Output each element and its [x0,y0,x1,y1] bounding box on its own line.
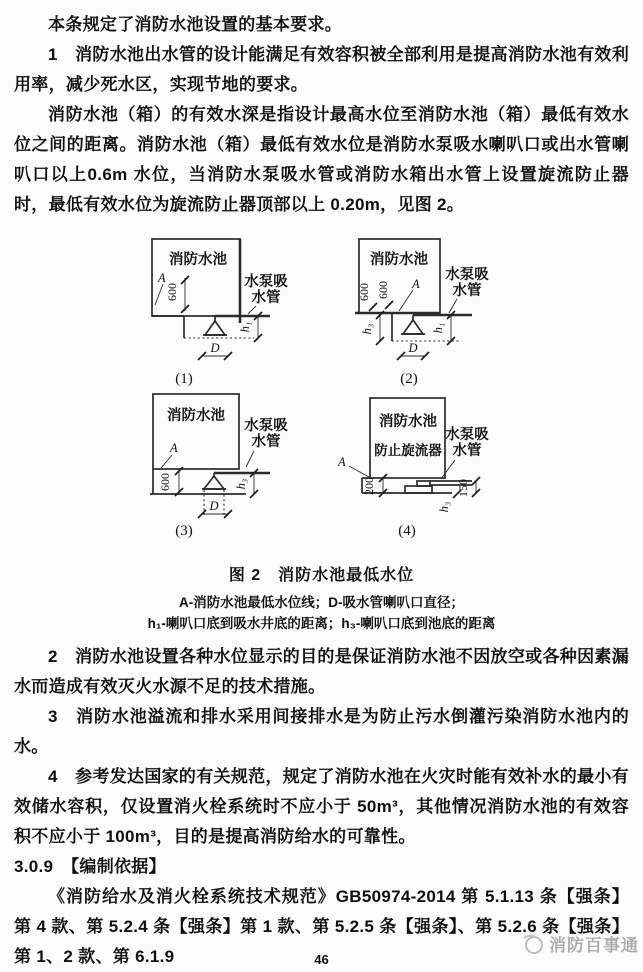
figure-2-drawing [142,234,537,552]
leader-line-pump [248,306,256,314]
dim-label-600: 600 [357,283,371,301]
pump-suction-label-line1: 水泵吸 [445,427,489,443]
figure-caption: 图 2 消防水池最低水位 [228,567,415,584]
page-number: 46 [314,952,329,967]
pump-suction-label-line1: 水泵吸 [445,267,489,283]
dim-label-D: D [408,341,418,355]
bell-mouth [204,476,224,489]
leader-line-A [155,284,163,305]
water-line-label-A: A [338,455,346,469]
water-line-label-A: A [412,277,420,291]
anti-vortex-plate-step [417,481,430,486]
dim-h3 [360,311,384,345]
tank-label: 消防水池 [169,252,227,268]
paragraph-item3: 3 消防水池溢流和排水采用间接排水是为防止污水倒灌污染消防水池内的水。 [14,707,629,756]
subfigure-3-caption: (3) [175,523,193,539]
dim-600-ticks [181,276,189,313]
leader-line-pump [441,460,455,479]
subfigure-1-caption: (1) [175,371,193,387]
tank-outline [359,239,440,313]
dim-label-D: D [209,499,219,513]
subfigure-4-caption: (4) [398,523,416,539]
paragraph-item4: 4 参考发达国家的有关规范，规定了消防水池在火灾时能有效补水的最小有效储水容积，仅设置消火栓系统时不应小于 50m³，其他情况消防水池的有效容积不应小于 100m³，目的是提高消防给水的可靠性。 [14,767,629,846]
dim-label-200: 200 [362,477,376,495]
dim-D [198,341,232,360]
tank-label: 消防水池 [370,252,428,268]
dim-label-h3: h₃ [437,501,451,513]
leader-line-A [349,466,369,477]
tank-label: 消防水池 [167,408,225,424]
bell-mouth [205,321,225,335]
watermark-logo-circle [526,937,542,953]
pump-suction-label-line1: 水泵吸 [244,418,288,434]
watermark-text: 消防百事通 [549,936,639,955]
pump-suction-label-line2: 水管 [452,443,482,459]
paragraph-effective-depth: 消防水池（箱）的有效水深是指设计最高水位至消防水池（箱）最低有效水位之间的距离。消防水池（箱）最低有效水位是消防水泵吸水喇叭口或出水管喇叭口以上0.6m 水位，当消防水泵吸水管或消防水箱出水管上设置旋流防止器时，最低有效水位为旋流防止器顶部以上 0.20m，见图 2。 [14,105,629,214]
anti-vortex-plate [405,486,432,493]
pump-suction-label-line2: 水管 [452,283,482,299]
dim-label-600: 600 [376,281,390,299]
paragraph-intro: 本条规定了消防水池设置的基本要求。 [48,15,343,34]
tank-label: 消防水池 [379,414,437,430]
dim-label-h1: h₁ [431,322,445,334]
dim-label-600: 600 [158,473,172,491]
tank-outline [370,398,445,478]
subfigure-3 [150,394,288,539]
figure-legend-line2: h₁-喇叭口底到吸水井底的距离；h₃-喇叭口底到池底的距离 [147,616,496,631]
subfigure-2 [355,239,489,387]
pump-suction-label-line2: 水管 [251,434,281,450]
section-heading: 3.0.9 【编制依据】 [14,857,166,876]
dim-label-h3: h₃ [234,478,248,490]
figure-2-svg [142,234,537,552]
paragraph-item2: 2 消防水池设置各种水位显示的目的是保证消防水池不因放空或各种因素漏水而造成有效灭火水源不足的技术措施。 [14,647,629,696]
dim-tick [369,303,377,311]
water-line-label-A: A [158,271,166,285]
water-line-label-A: A [170,441,178,455]
paragraph-reference: 《消防给水及消火栓系统技术规范》GB50974-2014 第 5.1.13 条【强条】第 4 款、第 5.2.4 条【强条】第 1 款、第 5.2.5 条【强条】、第 5.2.6 条【强条】第 1、2 款、第 6.1.9 [14,887,629,966]
dim-D [397,341,429,360]
leader-line-A [399,290,413,311]
dim-label-h1: h₁ [238,321,252,333]
pump-suction-label-line1: 水泵吸 [244,274,288,290]
tank-outline [153,394,239,469]
dim-label-D: D [210,341,220,355]
subfigure-1 [152,239,288,387]
dim-label-150: 150 [456,479,470,497]
dim-tick [385,301,393,309]
bell-mouth [403,320,423,334]
leader-line-A [161,455,172,468]
dim-600 [158,467,183,496]
leader-line-pump [449,299,457,313]
dim-150 [456,477,480,497]
paragraph-item1: 1 消防水池出水管的设计能满足有效容积被全部利用是提高消防水池有效利用率，减少死水区，实现节地的要求。 [14,45,629,94]
dim-label-h3: h₃ [360,323,374,335]
subfigure-2-caption: (2) [400,371,418,387]
figure-legend-line1: A-消防水池最低水位线；D-吸水管喇叭口直径； [179,595,464,610]
leader-line-pump [246,451,254,467]
dim-200 [362,474,387,497]
subfigure-4 [337,398,489,539]
anti-vortex-label: 防止旋流器 [374,443,442,458]
pump-suction-label-line2: 水管 [251,290,281,306]
dim-label-600: 600 [165,283,179,301]
